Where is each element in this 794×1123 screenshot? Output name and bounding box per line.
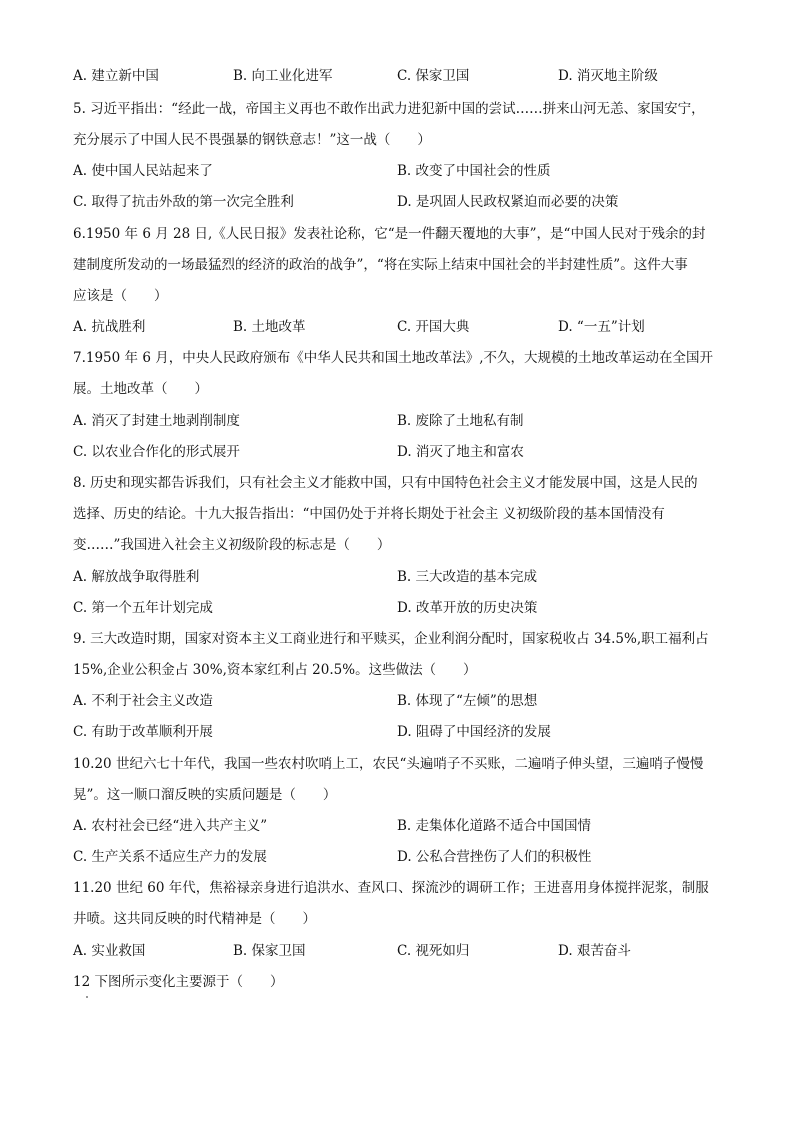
q7-stem-line-1: 7.1950 年 6 月，中央人民政府颁布《中华人民共和国土地改革法》,不久，大规模的土地改革运动在全国开 [73, 350, 713, 366]
q4-option-d: D. 消灭地主阶级 [558, 68, 658, 84]
q5-stem-line-2: 充分展示了中国人民不畏强暴的钢铁意志！”这一战（ ） [73, 132, 431, 148]
q8-stem-line-3: 变……”我国进入社会主义初级阶段的标志是（ ） [73, 537, 391, 553]
q6-stem-line-1: 6.1950 年 6 月 28 日,《人民日报》发表社论称，它“是一件翻天覆地的大事”，是“中国人民对于残余的封 [73, 226, 706, 242]
q8-stem-line-1: 8. 历史和现实都告诉我们，只有社会主义才能救中国，只有中国特色社会主义才能发展中国，这是人民的 [73, 475, 698, 491]
q8-option-b: B. 三大改造的基本完成 [397, 569, 538, 585]
q5-option-d: D. 是巩固人民政权紧迫而必要的决策 [397, 194, 619, 210]
q9-option-a: A. 不利于社会主义改造 [73, 693, 213, 709]
q10-option-c: C. 生产关系不适应生产力的发展 [73, 849, 267, 865]
q11-option-a: A. 实业救国 [73, 943, 146, 959]
q8-option-c: C. 第一个五年计划完成 [73, 600, 213, 616]
q11-option-d: D. 艰苦奋斗 [558, 943, 631, 959]
q11-stem-line-2: 井喷。这共同反映的时代精神是（ ） [73, 911, 316, 927]
q10-option-b: B. 走集体化道路不适合中国国情 [397, 818, 592, 834]
q9-stem-line-2: 15%,企业公积金占 30%,资本家红利占 20.5%。这些做法（ ） [73, 662, 477, 678]
q11-option-c: C. 视死如归 [397, 943, 470, 959]
q5-option-a: A. 使中国人民站起来了 [73, 163, 213, 179]
q4-option-a: A. 建立新中国 [73, 68, 159, 84]
q7-option-b: B. 废除了土地私有制 [397, 413, 524, 429]
q5-option-c: C. 取得了抗击外敌的第一次完全胜利 [73, 194, 294, 210]
q8-option-a: A. 解放战争取得胜利 [73, 569, 200, 585]
q10-stem-line-2: 晃”。这一顺口溜反映的实质问题是（ ） [73, 787, 337, 803]
q4-option-c: C. 保家卫国 [397, 68, 470, 84]
q6-option-c: C. 开国大典 [397, 319, 470, 335]
q6-stem-line-3: 应该是（ ） [73, 288, 168, 304]
q7-stem-line-2: 展。土地改革（ ） [73, 381, 208, 397]
q9-option-b: B. 体现了“左倾”的思想 [397, 693, 538, 709]
q6-option-d: D. “一五”计划 [558, 319, 645, 335]
q10-stem-line-1: 10.20 世纪六七十年代，我国一些农村吹哨上工，农民“头遍哨子不买账，二遍哨子伸头望，三遍哨子慢慢 [73, 756, 704, 772]
q12-stem-line-1: 12 下图所示变化主要源于（ ） [73, 974, 284, 990]
q6-option-a: A. 抗战胜利 [73, 319, 146, 335]
q11-stem-line-1: 11.20 世纪 60 年代，焦裕禄亲身进行追洪水、查风口、探流沙的调研工作；王进喜用身体搅拌泥浆，制服 [73, 880, 709, 896]
q5-stem-line-1: 5. 习近平指出：“经此一战，帝国主义再也不敢作出武力进犯新中国的尝试……拼来山河无恙、家国安宁， [73, 101, 705, 117]
image-placeholder-dot [86, 996, 88, 998]
q10-option-a: A. 农村社会已经“进入共产主义” [73, 818, 268, 834]
q6-option-b: B. 土地改革 [233, 319, 306, 335]
q7-option-c: C. 以农业合作化的形式展开 [73, 444, 240, 460]
q9-stem-line-1: 9. 三大改造时期，国家对资本主义工商业进行和平赎买，企业利润分配时，国家税收占 34.5%,职工福利占 [73, 631, 709, 647]
q4-option-b: B. 向工业化进军 [233, 68, 333, 84]
q6-stem-line-2: 建制度所发动的一场最猛烈的经济的政治的战争”，“将在实际上结束中国社会的半封建性质”。这件大事 [73, 257, 688, 273]
q8-option-d: D. 改革开放的历史决策 [397, 600, 538, 616]
q7-option-d: D. 消灭了地主和富农 [397, 444, 524, 460]
q10-option-d: D. 公私合营挫伤了人们的积极性 [397, 849, 592, 865]
q9-option-c: C. 有助于改革顺利开展 [73, 724, 213, 740]
q8-stem-line-2: 选择、历史的结论。十九大报告指出：“中国仍处于并将长期处于社会主 义初级阶段的基本国情没有 [73, 506, 665, 522]
q5-option-b: B. 改变了中国社会的性质 [397, 163, 551, 179]
q9-option-d: D. 阻碍了中国经济的发展 [397, 724, 551, 740]
q7-option-a: A. 消灭了封建土地剥削制度 [73, 413, 240, 429]
q11-option-b: B. 保家卫国 [233, 943, 306, 959]
